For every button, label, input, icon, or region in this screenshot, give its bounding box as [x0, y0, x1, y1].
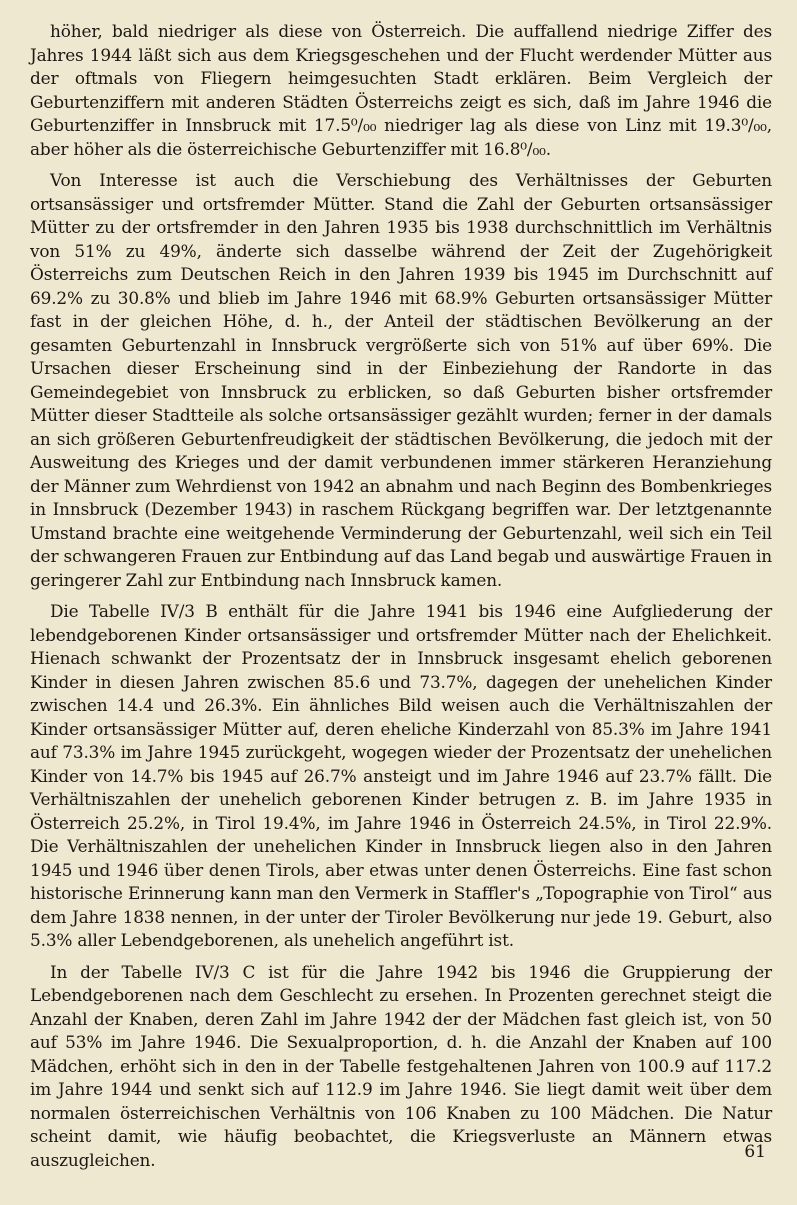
paragraph-1: höher, bald niedriger als diese von Österreich. Die auffallend niedrige Ziffer des Jahres 1944 läßt sich aus dem Kriegsgeschehen und der Flucht werdender Mütter aus der oftmals von Fliegern heimgesuchten Stadt erklären. Beim Vergleich der Geburtenziffern mit anderen Städten Österreichs zeigt es sich, daß im Jahre 1946 die Geburtenziffer in Innsbruck mit 17.5⁰/₀₀ niedriger lag als diese von Linz mit 19.3⁰/₀₀, aber höher als die österreichische Geburtenziffer mit 16.8⁰/₀₀.: [30, 21, 772, 159]
page-number: 61: [744, 1142, 766, 1162]
paragraph-4: In der Tabelle IV/3 C ist für die Jahre 1942 bis 1946 die Gruppierung der Lebendgeborenen nach dem Geschlecht zu ersehen. In Prozenten gerechnet steigt die Anzahl der Knaben, deren Zahl im Jahre 1942 der der Mädchen fast gleich ist, von 50 auf 53% im Jahre 1946. Die Sexualproportion, d. h. die Anzahl der Knaben auf 100 Mädchen, erhöht sich in den in der Tabelle festgehaltenen Jahren von 100.9 auf 117.2 im Jahre 1944 und senkt sich auf 112.9 im Jahre 1946. Sie liegt damit weit über dem normalen österreichischen Verhältnis von 106 Knaben zu 100 Mädchen. Die Natur scheint damit, wie häufig beobachtet, die Kriegsverluste an Männern etwas auszugleichen.: [30, 961, 772, 1170]
paragraph-2: Von Interesse ist auch die Verschiebung des Verhältnisses der Geburten ortsansässiger und ortsfremder Mütter. Stand die Zahl der Geburten ortsansässiger Mütter zu der ortsfremder in den Jahren 1935 bis 1938 durchschnittlich im Verhältnis von 51% zu 49%, änderte sich dasselbe während der Zeit der Zugehörigkeit Österreichs zum Deutschen Reich in den Jahren 1939 bis 1945 im Durchschnitt auf 69.2% zu 30.8% und blieb im Jahre 1946 mit 68.9% Geburten ortsansässiger Mütter fast in der gleichen Höhe, d. h., der Anteil der städtischen Bevölkerung an der gesamten Geburtenzahl in Innsbruck vergrößerte sich von 51% auf über 69%. Die Ursachen dieser Erscheinung sind in der Einbeziehung der Randorte in das Gemeindegebiet von Innsbruck zu erblicken, so daß Geburten bisher ortsfremder Mütter dieser Stadtteile als solche ortsansässiger gezählt wurden; ferner in der damals an sich größeren Geburtenfreudigkeit der städtischen Bevölkerung, die jedoch mit der Ausweitung des Krieges und der damit verbundenen immer stärkeren Heranziehung der Männer zum Wehrdienst von 1942 an abnahm und nach Beginn des Bombenkrieges in Innsbruck (Dezember 1943) in raschem Rückgang begriffen war. Der letztgenannte Umstand brachte eine weitgehende Verminderung der Geburtenzahl, weil sich ein Teil der schwangeren Frauen zur Entbindung auf das Land begab und auswärtige Frauen in geringerer Zahl zur Entbindung nach Innsbruck kamen.: [30, 170, 772, 590]
document-page: [30, 20, 772, 1185]
paragraph-3: Die Tabelle IV/3 B enthält für die Jahre 1941 bis 1946 eine Aufgliederung der lebendgeborenen Kinder ortsansässiger und ortsfremder Mütter nach der Ehelichkeit. Hienach schwankt der Prozentsatz der in Innsbruck insgesamt ehelich geborenen Kinder in diesen Jahren zwischen 85.6 und 73.7%, dagegen der unehelichen Kinder zwischen 14.4 und 26.3%. Ein ähnliches Bild weisen auch die Verhältniszahlen der Kinder ortsansässiger Mütter auf, deren eheliche Kinderzahl von 85.3% im Jahre 1941 auf 73.3% im Jahre 1945 zurückgeht, wogegen wieder der Prozentsatz der unehelichen Kinder von 14.7% bis 1945 auf 26.7% ansteigt und im Jahre 1946 auf 23.7% fällt. Die Verhältniszahlen der unehelich geborenen Kinder betrugen z. B. im Jahre 1935 in Österreich 25.2%, in Tirol 19.4%, im Jahre 1946 in Österreich 24.5%, in Tirol 22.9%. Die Verhältniszahlen der unehelichen Kinder in Innsbruck liegen also in den Jahren 1945 und 1946 über denen Tirols, aber etwas unter denen Österreichs. Eine fast schon historische Erinnerung kann man den Vermerk in Staffler's „Topographie von Tirol“ aus dem Jahre 1838 nennen, in der unter der Tiroler Bevölkerung nur jede 19. Geburt, also 5.3% aller Lebendgeborenen, als unehelich angeführt ist.: [30, 601, 772, 950]
